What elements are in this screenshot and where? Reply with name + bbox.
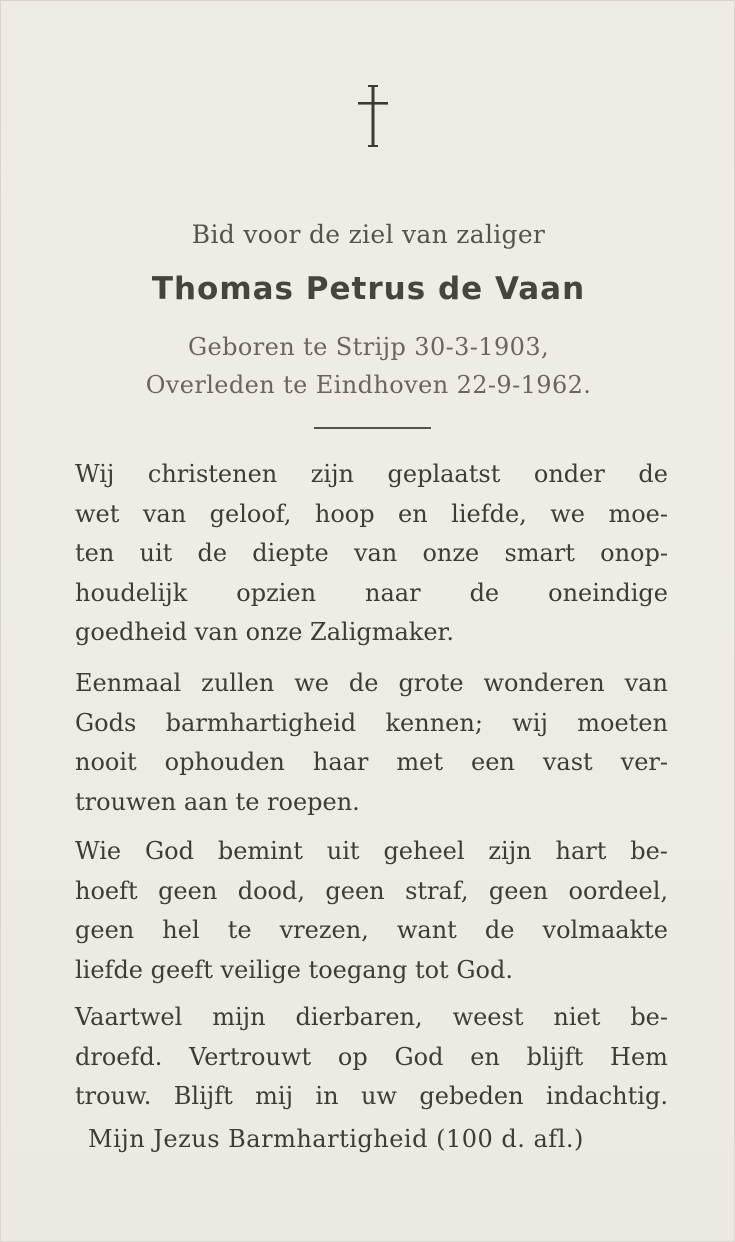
cross-icon bbox=[358, 85, 388, 147]
text-line: goedheid van onze Zaligmaker. bbox=[75, 618, 455, 646]
text-line: nooit ophouden haar met een vast ver- bbox=[75, 748, 668, 776]
paragraph bbox=[75, 455, 668, 653]
indulgence-prayer: Mijn Jezus Barmhartigheid (100 d. afl.) bbox=[88, 1125, 584, 1153]
paragraph bbox=[75, 664, 668, 822]
paragraph bbox=[75, 998, 668, 1117]
text-line: hoeft geen dood, geen straf, geen oordeel, bbox=[75, 876, 668, 905]
text-line: Wij christenen zijn geplaatst onder de bbox=[75, 460, 668, 488]
text-line: ten uit de diepte van onze smart onop- bbox=[75, 539, 668, 567]
text-line: Eenmaal zullen we de grote wonderen van bbox=[75, 669, 668, 697]
text-line: geen hel te vrezen, want de volmaakte bbox=[75, 916, 668, 944]
deceased-name: Thomas Petrus de Vaan bbox=[151, 271, 586, 307]
death-line: Overleden te Eindhoven 22-9-1962. bbox=[145, 371, 592, 399]
prayer-intro: Bid voor de ziel van zaliger bbox=[191, 220, 546, 249]
divider bbox=[314, 427, 431, 429]
text-line: wet van geloof, hoop en liefde, we moe- bbox=[75, 499, 668, 528]
text-line: droefd. Vertrouwt op God en blijft Hem bbox=[75, 1042, 668, 1071]
text-line: Wie God bemint uit geheel zijn hart be- bbox=[75, 837, 668, 865]
paragraph bbox=[75, 832, 668, 990]
text-line: trouwen aan te roepen. bbox=[75, 787, 360, 816]
text-line: houdelijk opzien naar de oneindige bbox=[75, 578, 668, 607]
text-line: trouw. Blijft mij in uw gebeden indachtig. bbox=[75, 1082, 668, 1110]
text-line: Gods barmhartigheid kennen; wij moeten bbox=[75, 708, 668, 737]
birth-line: Geboren te Strijp 30-3-1903, bbox=[187, 333, 550, 361]
text-line: Vaartwel mijn dierbaren, weest niet be- bbox=[75, 1003, 668, 1031]
text-line: liefde geeft veilige toegang tot God. bbox=[75, 955, 513, 984]
